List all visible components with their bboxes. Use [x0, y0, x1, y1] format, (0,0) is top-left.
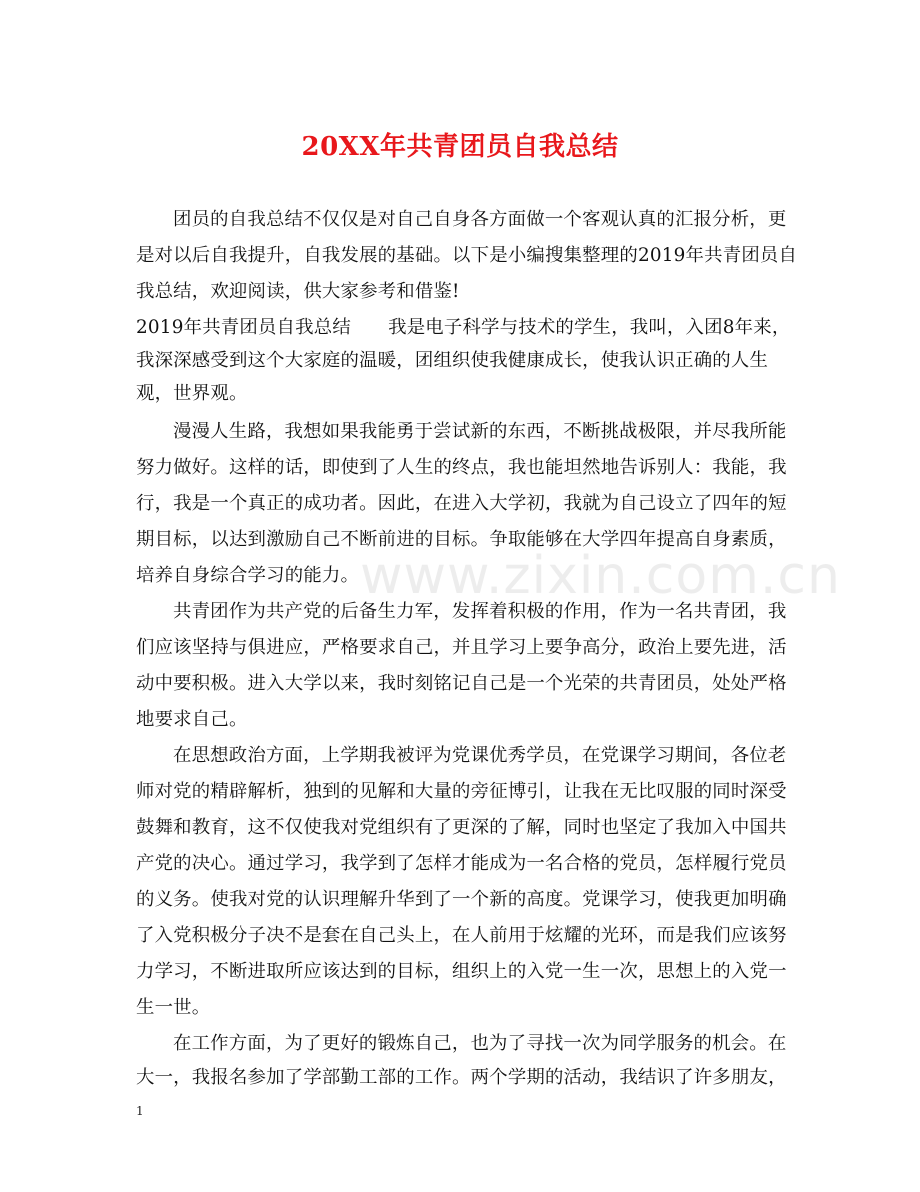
text-line: 2019年共青团员自我总结 我是电子科学与技术的学生，我叫，入团8年来，: [136, 317, 791, 338]
text-line: 共青团作为共产党的后备生力军，发挥着积极的作用，作为一名共青团，我: [173, 601, 787, 622]
text-line: 的义务。使我对党的认识理解升华到了一个新的高度。党课学习，使我更加明确: [136, 889, 787, 910]
text-line: 动中要积极。进入大学以来，我时刻铭记自己是一个光荣的共青团员，处处严格: [136, 673, 787, 694]
text-line: 鼓舞和教育，这不仅使我对党组织有了更深的了解，同时也坚定了我加入中国共: [136, 817, 787, 838]
document-title: 20XX年共青团员自我总结: [301, 132, 619, 162]
text-line: 观，世界观。: [136, 383, 248, 404]
text-line: 我深深感受到这个大家庭的温暖，团组织使我健康成长，使我认识正确的人生: [136, 350, 769, 371]
watermark: www.zixin.com.cn: [360, 546, 841, 606]
text-line: 期目标，以达到激励自己不断前进的目标。争取能够在大学四年提高自身素质，: [136, 529, 787, 550]
text-line: 行，我是一个真正的成功者。因此，在进入大学初，我就为自己设立了四年的短: [136, 493, 787, 514]
text-line: 产党的决心。通过学习，我学到了怎样才能成为一名合格的党员，怎样履行党员: [136, 853, 787, 874]
text-line: 力学习，不断进取所应该达到的目标，组织上的入党一生一次，思想上的入党一: [136, 961, 787, 982]
text-line: 漫漫人生路，我想如果我能勇于尝试新的东西，不断挑战极限，并尽我所能: [173, 421, 787, 442]
text-line: 团员的自我总结不仅仅是对自己自身各方面做一个客观认真的汇报分析，更: [173, 209, 787, 230]
text-line: 培养自身综合学习的能力。: [136, 565, 360, 586]
text-line: 了入党积极分子决不是套在自己头上，在人前用于炫耀的光环，而是我们应该努: [136, 925, 787, 946]
text-line: 在工作方面，为了更好的锻炼自己，也为了寻找一次为同学服务的机会。在: [173, 1033, 787, 1054]
text-line: 努力做好。这样的话，即使到了人生的终点，我也能坦然地告诉别人：我能，我: [136, 457, 787, 478]
text-line: 地要求自己。: [136, 709, 248, 730]
text-line: 师对党的精辟解析，独到的见解和大量的旁征博引，让我在无比叹服的同时深受: [136, 781, 787, 802]
text-line: 我总结，欢迎阅读，供大家参考和借鉴!: [136, 281, 460, 302]
text-line: 在思想政治方面，上学期我被评为党课优秀学员，在党课学习期间，各位老: [173, 745, 787, 766]
text-line: 是对以后自我提升，自我发展的基础。以下是小编搜集整理的2019年共青团员自: [136, 245, 798, 266]
text-line: 大一，我报名参加了学部勤工部的工作。两个学期的活动，我结识了许多朋友，: [136, 1067, 787, 1088]
text-line: 们应该坚持与俱进应，严格要求自己，并且学习上要争高分，政治上要先进，活: [136, 637, 787, 658]
text-line: 生一世。: [136, 997, 211, 1018]
page-number: 1: [136, 1104, 144, 1118]
